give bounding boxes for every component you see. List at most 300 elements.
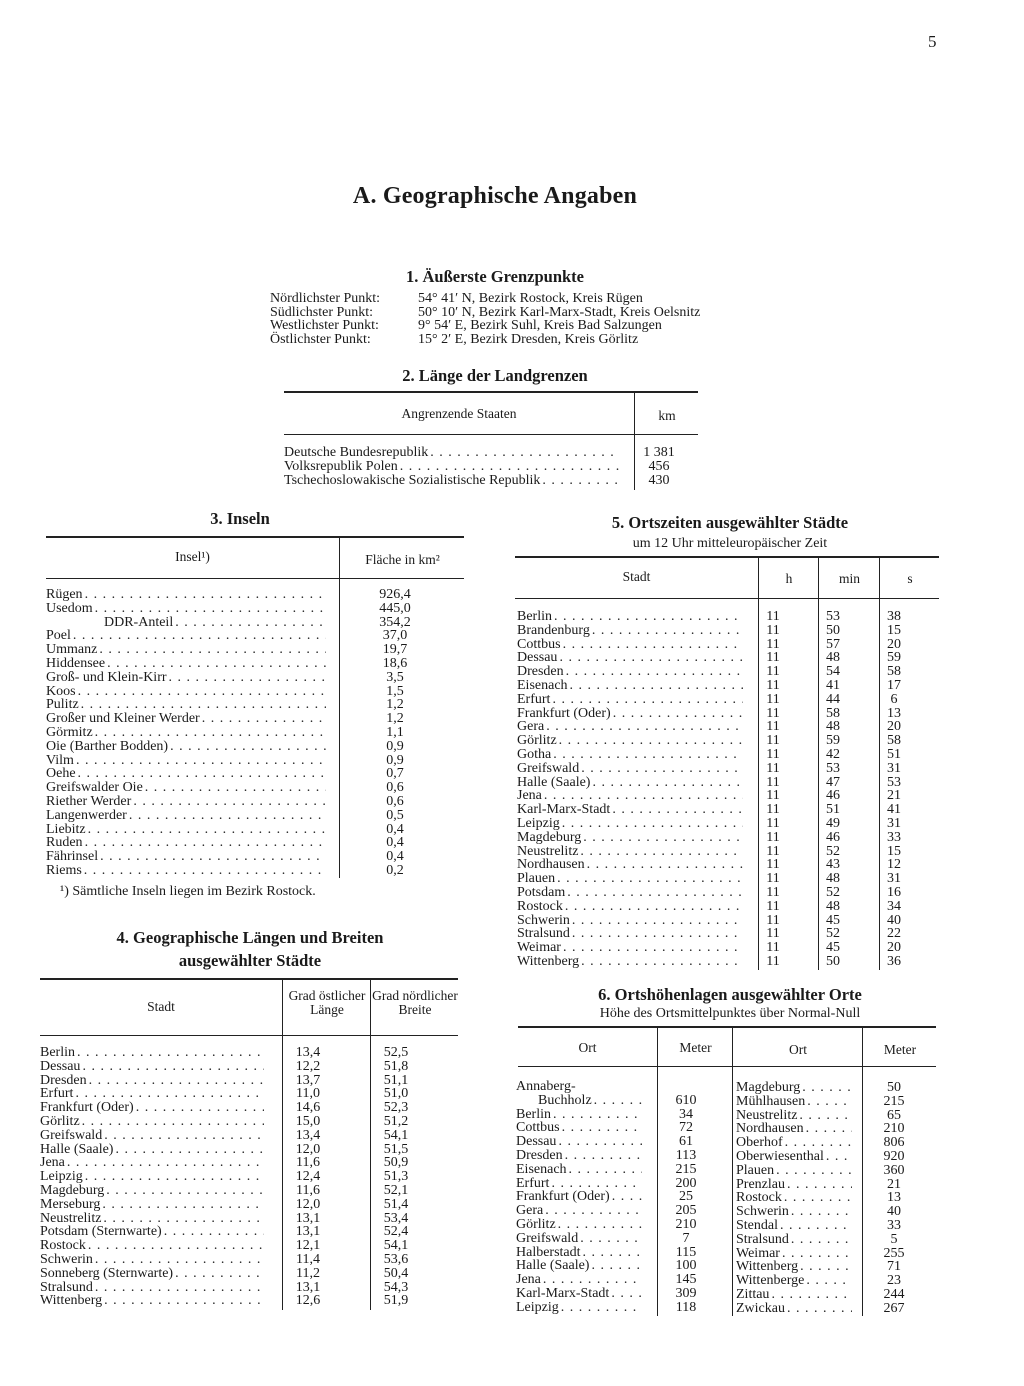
hoehe-right-name-cell [736,1233,852,1247]
ortszeit-value: 46 [826,788,840,804]
hoehe-left-name-cell [516,1287,642,1301]
laenge-value: 12,0 [295,1196,321,1212]
ortszeit-value: 31 [887,760,901,776]
ortszeit-value: 48 [826,871,840,887]
ortszeit-value: 11 [766,746,780,762]
insel-value: 0,2 [386,862,404,878]
ortszeiten-table [517,610,939,969]
ortszeit-name: Halle (Saale) [517,774,591,790]
hoehe-left-value: 34 [679,1106,693,1122]
ortszeit-value: 11 [766,940,780,956]
hoehe-right-value: 806 [883,1135,905,1151]
landgrenze-leader [400,460,620,474]
hoehe-left-name: Görlitz [516,1216,556,1232]
ortszeit-row [517,927,939,941]
insel-value: 0,4 [386,821,404,837]
ortszeit-value: 45 [826,940,840,956]
ortszeit-value: 54 [826,664,840,680]
laenge-leader [102,1198,264,1212]
insel-name: Hiddensee [46,655,106,671]
hoehe-left-value: 72 [679,1120,693,1136]
laenge-name: Merseburg [40,1196,101,1212]
ortszeit-name-cell [517,789,743,803]
hoehe-right-value: 40 [887,1204,901,1220]
hoehen-header-ort-right: Ort [789,1042,807,1057]
page-title: A. Geographische Angaben [352,183,638,209]
hoehe-right-name: Weimar [736,1245,780,1261]
ortszeiten-subtitle: um 12 Uhr mitteleuropäischer Zeit [632,536,828,551]
ortszeit-name: Rostock [517,898,563,914]
laenge-value: 13,1 [295,1210,321,1226]
laengen-title-line2: ausgewählter Städte [178,951,322,970]
ortszeit-value: 51 [826,802,840,818]
insel-name: Koos [46,683,76,699]
hoehe-left-leader [562,1121,642,1135]
hoehe-right-row [736,1302,936,1316]
insel-leader [170,740,326,754]
insel-name-cell [46,616,326,630]
ortszeit-value: 11 [766,802,780,818]
ortszeit-value: 59 [887,650,901,666]
laenge-row [40,1281,458,1295]
hoehe-left-name: Annaberg- [516,1079,576,1094]
landgrenzen-table [284,446,698,488]
ortszeit-value: 13 [887,705,901,721]
insel-leader [133,795,326,809]
ortszeit-value: 11 [766,857,780,873]
hoehe-left-row [516,1163,730,1177]
ortszeit-value: 17 [887,677,901,693]
hoehe-left-row [516,1218,730,1232]
laenge-leader [95,1281,264,1295]
ortszeit-name: Dessau [517,650,558,666]
ortszeit-row [517,872,939,886]
laenge-value: 51,1 [383,1072,409,1088]
insel-name: Fährinsel [46,849,99,865]
ortszeiten-header-s: s [907,571,913,586]
ortszeit-value: 11 [766,650,780,666]
grenzpunkt-row [270,292,770,306]
insel-name-cell [46,643,326,657]
insel-leader [88,823,326,837]
hoehe-right-leader [782,1247,852,1261]
ortszeiten-header-h: h [785,571,793,586]
hoehe-right-leader [784,1191,852,1205]
laenge-value: 52,3 [383,1100,409,1116]
laenge-value: 11,6 [296,1155,320,1171]
insel-name: Poel [46,628,71,644]
ortszeit-value: 52 [826,843,840,859]
landgrenze-value: 1 381 [643,445,675,460]
ortszeit-leader [553,748,743,762]
insel-value: 0,9 [386,752,404,768]
hoehe-right-name: Zittau [736,1286,770,1302]
laenge-value: 51,2 [383,1113,409,1129]
ortszeit-value: 52 [826,926,840,942]
laengen-header-stadt: Stadt [147,999,175,1014]
ortszeit-leader [567,886,743,900]
grenzpunkt-label: Östlichster Punkt: [270,331,371,347]
hoehe-left-leader [594,1094,642,1108]
hoehe-left-row [516,1301,730,1315]
hoehe-right-value: 5 [890,1231,898,1247]
hoehe-left-row [516,1273,730,1287]
ortszeit-name: Potsdam [517,884,566,900]
hoehe-left-value: 215 [675,1161,697,1177]
hoehe-left-value: 25 [679,1189,693,1205]
ortszeit-value: 11 [766,829,780,845]
ortszeit-value: 11 [766,760,780,776]
hoehe-right-value: 920 [883,1148,905,1164]
laenge-leader [67,1156,264,1170]
laenge-value: 12,2 [295,1058,321,1074]
inseln-table [46,588,464,878]
laenge-name: Leipzig [40,1169,83,1185]
hoehe-right-row [736,1205,936,1219]
ortszeiten-header-stadt: Stadt [622,569,651,584]
hoehe-left-row [516,1108,730,1122]
ortszeit-row [517,914,939,928]
hoehe-left-name-cell [516,1232,642,1246]
hoehe-right-value: 23 [887,1273,901,1289]
laenge-value: 13,4 [295,1127,321,1143]
ortszeit-row [517,776,939,790]
ortszeit-name: Erfurt [517,691,551,707]
insel-row [46,754,464,768]
insel-leader [145,781,326,795]
laenge-name-cell [40,1294,264,1308]
hoehe-right-value: 13 [887,1190,901,1206]
insel-name-cell [46,740,326,754]
ortszeit-value: 38 [887,609,901,624]
laenge-leader [106,1184,264,1198]
hoehen-title: 6. Ortshöhenlagen ausgewählter Orte [598,985,862,1004]
ortszeit-row [517,900,939,914]
ortszeit-value: 15 [887,622,901,638]
laenge-row [40,1253,458,1267]
hoehe-left-name: Erfurt [516,1175,550,1191]
ortszeit-value: 12 [887,857,901,873]
grenzpunkt-row [270,319,770,333]
grenzpunkte-title: 1. Äußerste Grenzpunkte [406,267,584,286]
hoehe-right-name-cell [736,1302,852,1316]
hoehe-right-name-cell [736,1122,852,1136]
hoehe-left-leader [591,1259,642,1273]
hoehe-right-name-cell [736,1219,852,1233]
laenge-leader [82,1060,264,1074]
ortszeit-row [517,707,939,721]
laenge-name: Potsdam (Sternwarte) [40,1224,162,1240]
landgrenze-name: Deutsche Bundesrepublik [284,445,429,460]
laenge-value: 51,9 [383,1293,409,1309]
laenge-leader [104,1129,264,1143]
insel-row [46,602,464,616]
laenge-name: Frankfurt (Oder) [40,1100,134,1116]
insel-name-cell [46,754,326,768]
hoehe-left-name: Dresden [516,1147,563,1163]
ortszeit-leader [557,872,743,886]
insel-name: Langenwerder [46,807,127,823]
ortszeit-value: 15 [887,843,901,859]
laenge-row [40,1087,458,1101]
ortszeit-value: 11 [766,843,780,859]
laengen-header-laenge: Grad östlicher Länge [288,988,366,1017]
laenge-name-cell [40,1046,264,1060]
laenge-value: 13,1 [295,1279,321,1295]
ortszeit-value: 49 [826,815,840,831]
ortszeit-row [517,845,939,859]
ortszeit-value: 53 [826,609,840,624]
hoehe-left-name: Gera [516,1203,544,1219]
hoehe-right-row [736,1150,936,1164]
laenge-name-cell [40,1101,264,1115]
ortszeit-name-cell [517,638,743,652]
insel-leader [81,698,326,712]
hoehe-left-name-cell [516,1094,642,1108]
laenge-row [40,1101,458,1115]
laenge-value: 53,6 [383,1251,409,1267]
laenge-leader [88,1239,264,1253]
insel-value: 19,7 [382,642,408,658]
ortszeit-value: 50 [826,622,840,638]
ortszeit-leader [612,803,743,817]
ortszeit-name-cell [517,831,743,845]
ortszeit-name-cell [517,624,743,638]
hoehe-right-row [736,1274,936,1288]
ortszeit-name-cell [517,734,743,748]
laenge-row [40,1046,458,1060]
landgrenze-name-cell [284,446,620,460]
hoehe-right-name: Magdeburg [736,1080,801,1095]
page-number: 5 [928,32,937,51]
hoehe-left-name-cell [516,1273,642,1287]
hoehe-left-value: 210 [675,1216,697,1232]
laenge-value: 54,1 [383,1238,409,1254]
hoehe-left-name-cell [516,1108,642,1122]
hoehe-right-value: 21 [887,1176,901,1192]
laenge-name: Halle (Saale) [40,1141,114,1157]
ortszeit-row [517,679,939,693]
landgrenzen-title: 2. Länge der Landgrenzen [402,366,588,385]
ortszeit-leader [572,914,743,928]
insel-value: 0,5 [386,807,404,823]
hoehe-left-value: 61 [679,1134,693,1150]
hoehe-left-name: Buchholz [538,1092,592,1108]
insel-value: 1,5 [386,683,404,699]
laenge-row [40,1212,458,1226]
ortszeit-value: 48 [826,898,840,914]
laenge-name: Berlin [40,1045,75,1060]
ortszeit-name: Eisenach [517,677,568,693]
hoehe-right-name-cell [736,1150,852,1164]
ortszeit-value: 58 [887,733,901,749]
laenge-leader [85,1170,264,1184]
ortszeit-leader [566,665,743,679]
ortszeit-value: 11 [766,733,780,749]
insel-name: Großer und Kleiner Werder [46,711,200,727]
laenge-value: 13,7 [295,1072,321,1088]
grenzpunkte-list [270,292,770,346]
hoehe-left-name-cell [516,1246,642,1260]
laenge-name: Erfurt [40,1086,74,1102]
landgrenze-value: 430 [648,473,670,488]
insel-leader [95,602,326,616]
laengen-title-line1: 4. Geographische Längen und Breiten [116,928,384,947]
ortszeit-value: 41 [826,677,840,693]
laenge-value: 13,4 [295,1045,321,1060]
hoehe-left-name-cell [516,1121,642,1135]
ortszeit-name: Greifswald [517,760,580,776]
ortszeit-name-cell [517,748,743,762]
ortszeit-name: Gera [517,719,545,735]
hoehe-left-value: 205 [675,1203,697,1219]
ortszeit-value: 21 [887,788,901,804]
hoehe-left-leader [553,1108,642,1122]
hoehe-left-leader [569,1163,642,1177]
laenge-name-cell [40,1225,264,1239]
hoehe-right-leader [791,1205,852,1219]
ortszeit-value: 48 [826,650,840,666]
ortszeit-name-cell [517,927,743,941]
grenzpunkt-value: 50° 10′ N, Bezirk Karl-Marx-Stadt, Kreis Oelsnitz [418,304,701,320]
hoehe-right-value: 33 [887,1217,901,1233]
insel-name-cell [46,809,326,823]
hoehe-left-value: 200 [675,1175,697,1191]
ortszeit-value: 11 [766,953,780,969]
insel-name: Vilm [46,752,74,768]
laenge-value: 51,3 [383,1169,409,1185]
hoehe-left-leader [558,1218,642,1232]
ortszeit-value: 20 [887,719,901,735]
ortszeit-value: 11 [766,705,780,721]
hoehe-right-name: Stralsund [736,1231,789,1247]
insel-name-cell [46,671,326,685]
insel-row [46,767,464,781]
insel-leader [78,685,326,699]
hoehe-right-name: Schwerin [736,1204,789,1220]
laenge-name-cell [40,1184,264,1198]
ortszeit-row [517,762,939,776]
laenge-leader [136,1101,264,1115]
insel-name-cell [46,795,326,809]
hoehen-subtitle: Höhe des Ortsmittelpunktes über Normal-Null [599,1006,861,1021]
landgrenze-value: 456 [648,459,670,474]
laenge-row [40,1129,458,1143]
ortszeit-leader [565,900,743,914]
laenge-leader [89,1074,264,1088]
hoehe-left-name-cell [516,1259,642,1273]
hoehe-right-leader [791,1233,852,1247]
ortszeit-name: Nordhausen [517,857,585,873]
laenge-leader [95,1253,264,1267]
ortszeit-name: Brandenburg [517,622,590,638]
hoehe-right-name-cell [736,1191,852,1205]
hoehe-left-leader [580,1232,642,1246]
insel-leader [129,809,326,823]
ortszeit-leader [583,831,743,845]
insel-row [46,781,464,795]
ortszeit-value: 11 [766,622,780,638]
laenge-name: Dresden [40,1072,87,1088]
inseln-footnote: ¹) Sämtliche Inseln liegen im Bezirk Rostock. [60,884,316,899]
ortszeit-value: 16 [887,884,901,900]
ortszeit-name-cell [517,817,743,831]
hoehe-right-row [736,1095,936,1109]
laenge-name-cell [40,1170,264,1184]
hoehe-left-name: Eisenach [516,1161,567,1177]
insel-row [46,740,464,754]
ortszeit-value: 31 [887,871,901,887]
ortszeit-value: 31 [887,815,901,831]
hoehe-right-name-cell [736,1136,852,1150]
ortszeit-value: 57 [826,636,840,652]
hoehe-right-name-cell [736,1095,852,1109]
laenge-row [40,1198,458,1212]
insel-row [46,616,464,630]
ortszeit-row [517,789,939,803]
ortszeit-value: 11 [766,636,780,652]
hoehe-right-leader [780,1219,852,1233]
ortszeit-name-cell [517,707,743,721]
laenge-name: Görlitz [40,1113,80,1129]
laenge-value: 52,4 [383,1224,409,1240]
hoehe-right-row [736,1191,936,1205]
insel-name: Riether Werder [46,793,132,809]
laenge-value: 53,4 [383,1210,409,1226]
ortszeit-leader [559,734,743,748]
hoehe-left-row [516,1149,730,1163]
ortszeit-name: Frankfurt (Oder) [517,705,611,721]
hoehe-left-value: 100 [675,1258,697,1274]
insel-leader [202,712,326,726]
hoehe-left-row [516,1232,730,1246]
ortszeit-value: 53 [826,760,840,776]
laenge-row [40,1060,458,1074]
hoehe-right-leader [787,1178,852,1192]
ortszeit-leader [592,776,743,790]
laenge-value: 14,6 [295,1100,321,1116]
hoehe-left-name: Halberstadt [516,1244,581,1260]
hoehe-right-leader [806,1122,852,1136]
ortszeit-name-cell [517,886,743,900]
laenge-value: 15,0 [295,1113,321,1129]
ortszeit-name: Karl-Marx-Stadt [517,802,611,818]
ortszeit-value: 44 [826,691,840,707]
insel-leader [175,616,326,630]
ortszeit-value: 11 [766,788,780,804]
laenge-name: Stralsund [40,1279,93,1295]
hoehe-right-row [736,1178,936,1192]
ortszeit-name: Berlin [517,609,552,624]
ortszeit-name: Magdeburg [517,829,582,845]
hoehe-left-name-cell [516,1177,642,1191]
hoehe-right-value: 360 [883,1162,905,1178]
insel-leader [78,767,326,781]
ortszeit-value: 45 [826,912,840,928]
ortszeit-value: 59 [826,733,840,749]
landgrenze-name-cell [284,460,620,474]
hoehe-left-name-cell [516,1204,642,1218]
hoehe-left-row [516,1135,730,1149]
laenge-name-cell [40,1239,264,1253]
ortszeit-name: Plauen [517,871,556,887]
insel-leader [76,754,326,768]
hoehe-left-row [516,1204,730,1218]
insel-leader [95,726,326,740]
hoehe-left-name-cell [516,1163,642,1177]
insel-name: Greifswalder Oie [46,780,143,796]
laenge-value: 50,9 [383,1155,409,1171]
